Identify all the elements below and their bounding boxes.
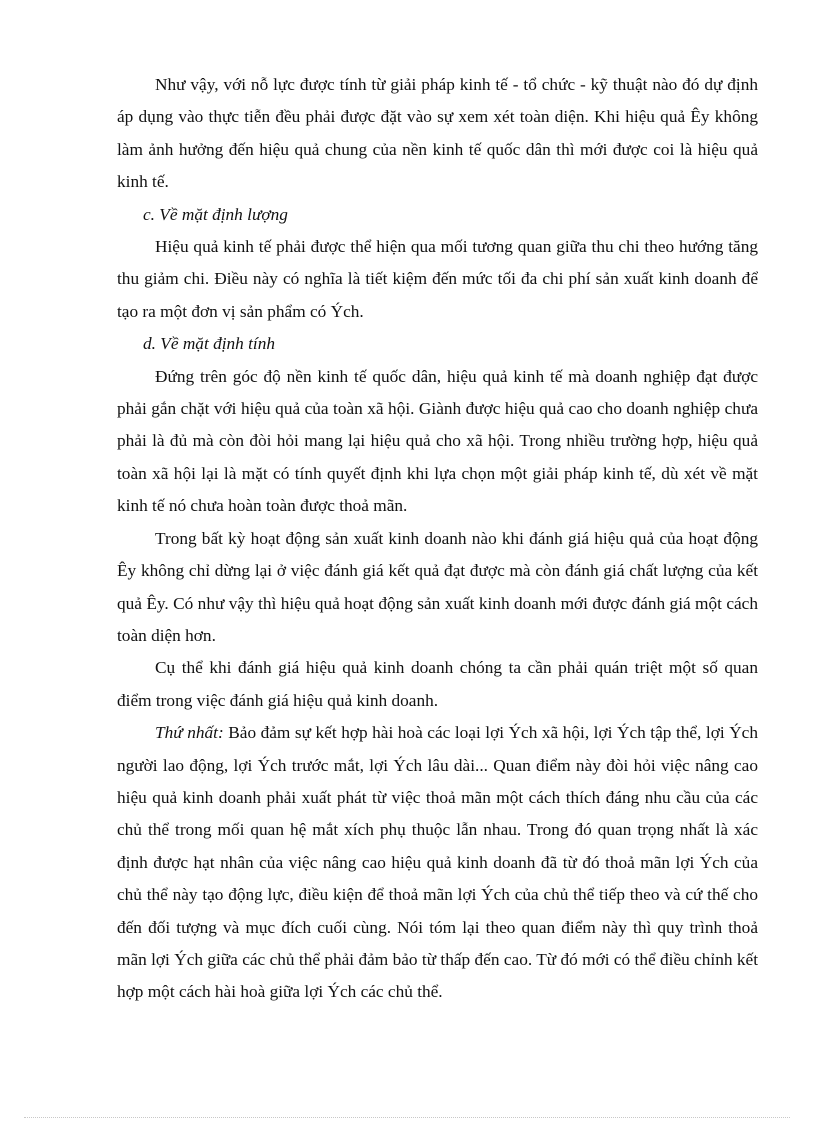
heading-qualitative: d. Về mặt định tính — [143, 334, 275, 354]
paragraph-4: Trong bất kỳ hoạt động sản xuất kinh doanh nào khi đánh giá hiệu quả của hoạt động Êy không chỉ dừng lại ở việc đánh giá kết quả đạt được mà còn đánh giá chất lượng của kết quả Êy. Có như vậy thì hiệu quả hoạt động sản xuất kinh doanh mới được đánh giá một cách toàn diện hơn. — [117, 528, 758, 645]
body-text — [117, 69, 758, 1009]
paragraph-1: Như vậy, với nỗ lực được tính từ giải pháp kinh tế - tổ chức - kỹ thuật nào đó dự định áp dụng vào thực tiễn đều phải được đặt vào sự xem xét toàn diện. Khi hiệu quả Êy không làm ảnh hưởng đến hiệu quả chung của nền kinh tế quốc dân thì mới được coi là hiệu quả kinh tế. — [117, 75, 758, 192]
paragraph-6-body: Bảo đảm sự kết hợp hài hoà các loại lợi Ých xã hội, lợi Ých tập thể, lợi Ých người lao động, lợi Ých trước mắt, lợi Ých lâu dài... Quan điểm này đòi hỏi việc nâng cao hiệu quả kinh doanh phải xuất phát từ việc thoả mãn một cách thích đáng nhu cầu của các chủ thể trong mối quan hệ mắt xích phụ thuộc lẫn nhau. Trong đó quan trọng nhất là xác định được hạt nhân của việc nâng cao hiệu quả kinh doanh đã từ đó thoả mãn lợi Ých của chủ thể này tạo động lực, điều kiện để thoả mãn lợi Ých của chủ thể tiếp theo và cứ thế cho đến đối tượng và mục đích cuối cùng. Nói tóm lại theo quan điểm này thì quy trình thoả mãn lợi Ých giữa các chủ thể phải đảm bảo từ thấp đến cao. Từ đó mới có thể điều chỉnh kết hợp một cách hài hoà giữa lợi Ých các chủ thể. — [117, 723, 758, 1002]
page-bottom-divider — [24, 1117, 790, 1118]
paragraph-6-lead: Thứ nhất: — [155, 723, 224, 743]
heading-quantitative: c. Về mặt định lượng — [143, 204, 288, 224]
paragraph-2: Hiệu quả kinh tế phải được thể hiện qua mối tương quan giữa thu chi theo hướng tăng thu giảm chi. Điều này có nghĩa là tiết kiệm đến mức tối đa chi phí sản xuất kinh doanh để tạo ra một đơn vị sản phẩm có Ých. — [117, 237, 758, 321]
paragraph-6 — [117, 717, 758, 1009]
paragraph-5: Cụ thể khi đánh giá hiệu quả kinh doanh chóng ta cần phải quán triệt một số quan điểm trong việc đánh giá hiệu quả kinh doanh. — [117, 658, 758, 710]
paragraph-3: Đứng trên góc độ nền kinh tế quốc dân, hiệu quả kinh tế mà doanh nghiệp đạt được phải gắn chặt với hiệu quả của toàn xã hội. Giành được hiệu quả cao cho doanh nghiệp chưa phải là đủ mà còn đòi hỏi mang lại hiệu quả cho xã hội. Trong nhiều trường hợp, hiệu quả toàn xã hội lại là mặt có tính quyết định khi lựa chọn một giải pháp kinh tế, dù xét về mặt kinh tế nó chưa hoàn toàn được thoả mãn. — [117, 366, 758, 516]
